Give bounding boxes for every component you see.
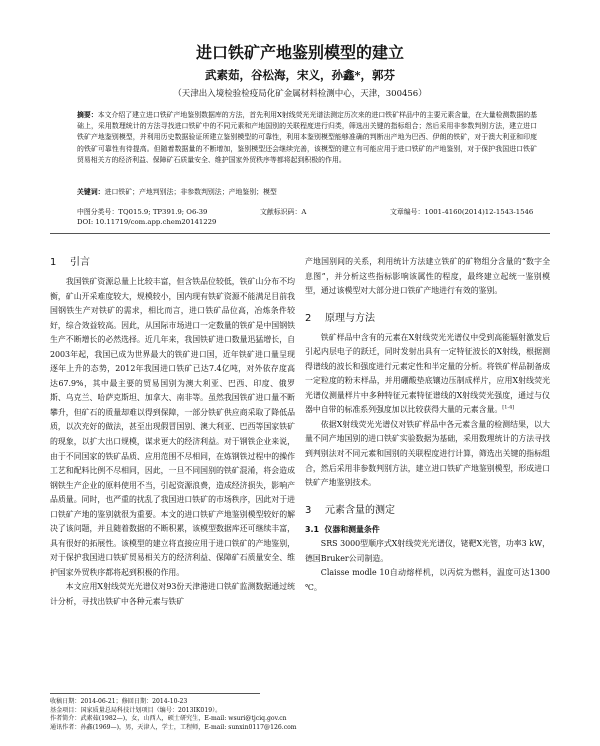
section-title: 元素含量的测定 — [325, 504, 395, 516]
author-list: 武素茹，谷松海，宋义，孙鑫*，郭芬 — [204, 68, 395, 82]
paragraph: 依据X射线荧光光谱仪对铁矿样品中各元素含量的检测结果，以大量不同产地国别的进口铁矿实验数据为基础，采用数理统计的方法寻找到判别法对不同元素和国别的关联程度进行计算，筛选出关键的指标组合，然后采用非参数判别方法，建立进口铁矿产地鉴别模型，形成进口铁矿产地鉴别技术。 — [305, 419, 550, 488]
left-column — [50, 255, 295, 610]
section-heading-intro — [50, 255, 295, 271]
abstract — [77, 110, 537, 166]
paragraph: 本文应用X射线荧光光谱仪对93份天津港进口铁矿监测数据通过统计分析，寻找出铁矿中各种元素与铁矿 — [50, 582, 295, 607]
affiliation: （天津出入境检验检疫局化矿金属材料检测中心，天津，300456） — [173, 89, 427, 99]
keywords-label: 关键词： — [77, 188, 105, 196]
section-heading-principle — [305, 311, 550, 327]
doi: DOI: 10.11719/com.app.chem20141229 — [77, 218, 217, 226]
footnote-divider — [50, 693, 260, 694]
keywords — [77, 186, 537, 196]
paper-title: 进口铁矿产地鉴别模型的建立 — [195, 43, 404, 62]
paragraph: 我国铁矿资源总量上比较丰富，但含铁品位较低，铁矿山分布不均衡，矿山开采难度较大，规模较小，国内现有铁矿资源不能满足目前我国钢铁生产对铁矿的需求，相比而言，进口铁矿品位高，冶炼条件较好，综合效益较高。因此，从国际市场进口一定数量的铁矿是中国钢铁生产不断增长的必然选择。近几年来，我国铁矿进口数量迅猛增长，自2003年起，我国已成为世界最大的铁矿进口国，近年铁矿进口量呈现逐年上升的态势，2012年我国进口铁矿已达7.4亿吨，对外依存度高达67.9%，其中最主要的贸易国别为澳大利亚、巴西、印度、俄罗斯、乌克兰、哈萨克斯坦、加拿大、南非等。虽然我国铁矿进口量不断攀升，但矿石的质量却难以得到保障，一部分铁矿供应商采取了降低品质，以次充好的做法，甚至出现假冒国别、澳大利亚、巴西等国家铁矿的现象，以扩大出口规模，谋求更大的经济利益。对于钢铁企业来说，由于不同国家的铁矿品质、应用范围不尽相同，在炼钢铁过程中的操作工艺和配料比例不尽相同，因此，一旦不同国别的铁矿混淆，将会造成钢铁生产企业的原料使用不当，引起资源浪费，造成经济损失，影响产品质量。同时，也严重的扰乱了我国进口铁矿的市场秩序，因此对于进口铁矿产地的鉴别就很为重要。本文的进口铁矿产地鉴别模型较好的解决了该问题，并且随着数据的不断积累，该模型数据库还可继续丰富，具有很好的拓展性。该模型的建立将直接应用于进口铁矿的产地鉴别，对于保护我国进口铁矿贸易相关方的经济利益、保障矿石质量安全、维护国家外贸秩序都将起到积极的作用。 — [50, 277, 295, 577]
paragraph: SRS 3000型顺序式X射线荧光光谱仪，铑靶X光管，功率3 kW，德国Bruker公司制造。 — [305, 539, 550, 563]
section-number: 1 — [50, 257, 57, 268]
section-number: 3 — [305, 504, 312, 516]
subsection-number: 3.1 — [305, 524, 319, 534]
section-title: 引言 — [70, 257, 90, 268]
document-code: 文献标识码：A — [260, 208, 307, 216]
section-number: 2 — [305, 312, 312, 324]
paragraph-text: 铁矿样品中含有的元素在X射线荧光光谱仪中受到高能辐射激发后引起内层电子的跃迁，同时发射出具有一定特征波长的X射线，根据测得谱线的波长和强度进行元素定性和半定量的分析。将铁矿样品制备成一定粒度的粉末样品，并用硼酸垫底镶边压制成样片，应用X射线荧光光谱仪测量样片中多种特征元素特征谱线的X射线荧光强度，通过与仪器中自带的标准系列强度加以比较获得大量的元素含量。 — [305, 332, 550, 415]
article-number: 文章编号：1001-4160(2014)12-1543-1546 — [390, 208, 534, 216]
abstract-text: 本文介绍了建立进口铁矿产地鉴别数据库的方法，首先利用X射线荧光光谱法测定历次来的进口铁矿样品中的主要元素含量，在大量检测数据的基础上，采用数理统计的方法寻找进口铁矿中的不同元素和产地国别的关联程度进行归类，筛选出关键的指标组合；然后采用非参数判别方法，建立进口铁矿产地鉴别模型，并利用历史数据验证所建立鉴别模型的可靠性，利用本鉴别模型能够准确的判断出产地为巴西、伊朗的铁矿，对于澳大利亚和印度的铁矿可靠性有待提高。但随着数据量的不断增加，鉴别模型还会继续完善，该模型的建立有可能应用于进口铁矿的产地鉴别，对于保护我国进口铁矿贸易相关方的经济利益、保障矿石质量安全、维护国家外贸秩序等都将起到积极的作用。 — [77, 111, 537, 164]
subsection-heading — [305, 523, 550, 538]
keywords-text: 进口铁矿；产地判别法；非参数判别法；产地鉴别；模型 — [104, 188, 277, 196]
header-divider — [50, 233, 550, 234]
abstract-label: 摘要： — [77, 111, 98, 119]
subsection-title: 仪器和测量条件 — [324, 524, 380, 534]
paragraph: Claisse modle 10自动熔样机，以丙烷为燃料，温度可达1300 ℃。 — [305, 568, 550, 592]
right-column — [305, 255, 550, 595]
footnote-received: 收稿日期：2014-06-21；修回日期：2014-10-23 — [50, 698, 188, 705]
section-heading-measurement — [305, 503, 550, 519]
clc-number: 中图分类号：TQ015.9; TP391.9; O6-39 — [77, 208, 208, 216]
footnote-author: 作者简介：武素茹(1982—)，女，山西人，硕士研究生，E-mail: wsuri@tjciq.gov.cn — [50, 715, 287, 723]
footnotes — [50, 698, 550, 732]
footnote-corresponding: 通讯作者：孙鑫(1969—)，男，天津人，学士，工程师，E-mail: sunxin0117@126.com — [50, 723, 297, 731]
section-title: 原理与方法 — [325, 312, 375, 324]
footnote-funding: 基金项目：国家质量总局科技计划项目（编号：2013IK019）。 — [50, 706, 222, 714]
citation: [1-4] — [502, 404, 515, 411]
paragraph — [305, 331, 550, 418]
paragraph: 产地国别间的关系，利用统计方法建立铁矿的矿物组分含量的“数字全息图”，并分析这些指标影响该属性的程度，最终建立起统一鉴别模型，通过该模型对大部分进口铁矿产地进行有效的鉴别。 — [305, 257, 550, 296]
